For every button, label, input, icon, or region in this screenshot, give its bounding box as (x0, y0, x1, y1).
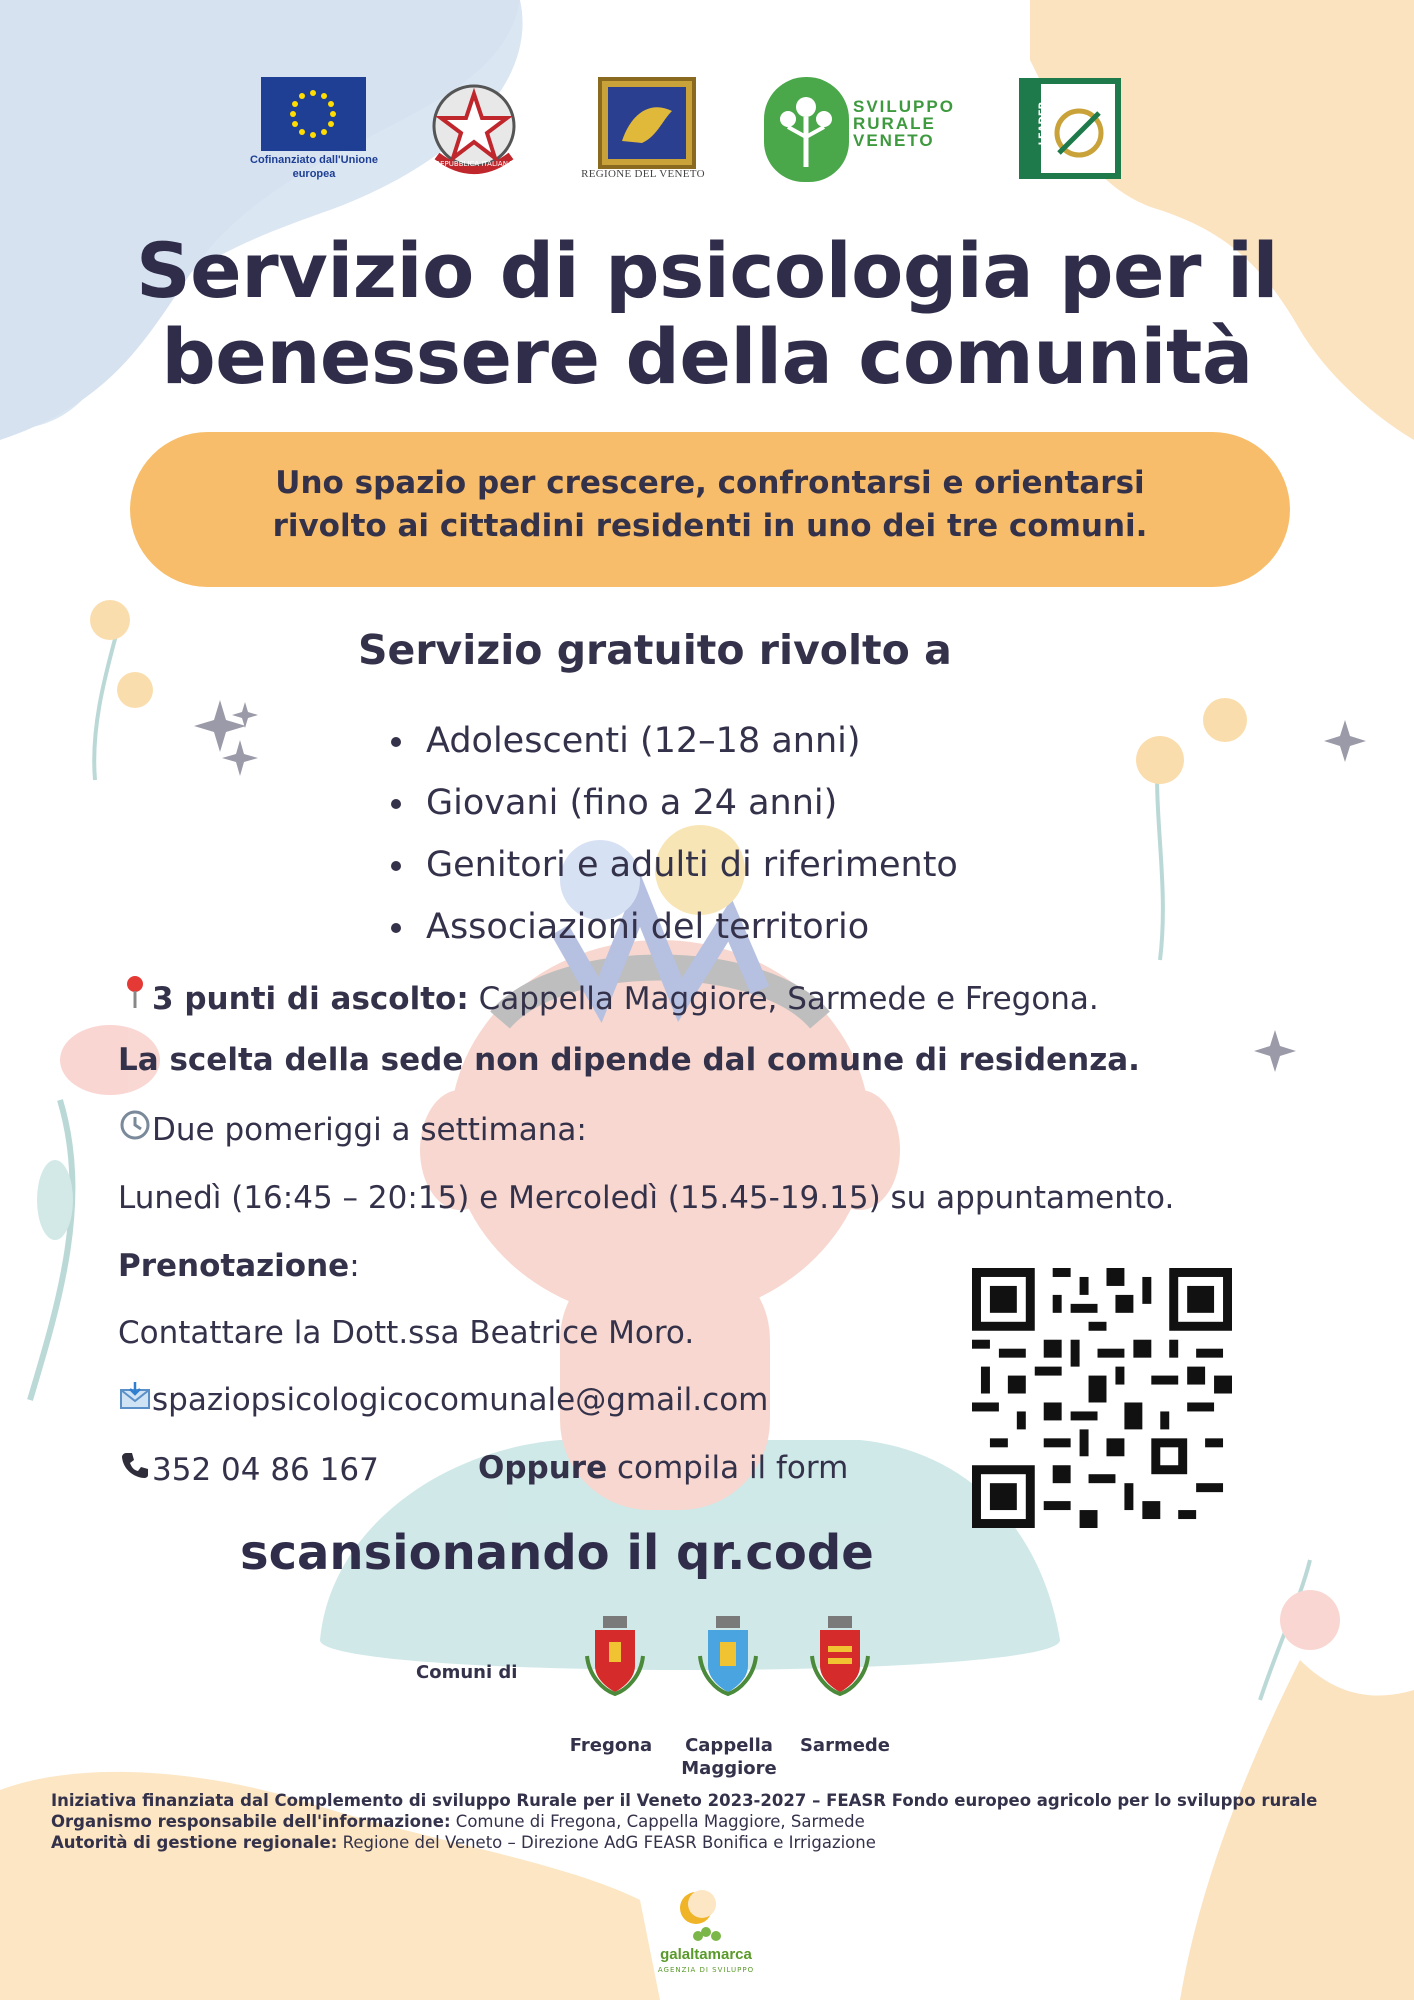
eu-flag-logo (261, 77, 366, 151)
gal-name: galaltamarca (660, 1946, 752, 1963)
target-list (380, 710, 958, 958)
clock-icon (118, 1110, 152, 1148)
banner-text (130, 462, 1290, 548)
booking-heading: Prenotazione: (118, 1248, 360, 1284)
eu-caption: Cofinanziato dall'Unione europea (250, 154, 378, 180)
leader-text: LEADER (1037, 101, 1049, 146)
schedule-detail: Lunedì (16:45 – 20:15) e Mercoledì (15.45-19.15) su appuntamento. (118, 1180, 1175, 1216)
listening-points: 3 punti di ascolto: Cappella Maggiore, Sarmede e Fregona. (118, 975, 1099, 1017)
schedule-intro: Due pomeriggi a settimana: (118, 1110, 587, 1148)
scan-qr-text: scansionando il qr.code (240, 1525, 874, 1581)
footer-credits (51, 1790, 1371, 1853)
target-heading: Servizio gratuito rivolto a (358, 626, 952, 674)
list-item: • Giovani (fino a 24 anni) (418, 772, 958, 834)
phone-line (118, 1450, 379, 1488)
banner-line-1: Uno spazio per crescere, confrontarsi e orientarsi (275, 465, 1145, 501)
comune-name-sarmede: Sarmede (799, 1735, 891, 1756)
list-item: • Adolescenti (12–18 anni) (418, 710, 958, 772)
map-pin-icon (118, 975, 152, 1017)
banner-line-2: rivolto ai cittadini residenti in uno dei tre comuni. (272, 508, 1148, 544)
footer-line-3: Autorità di gestione regionale: Regione del Veneto – Direzione AdG FEASR Bonifica e Irrigazione (51, 1833, 876, 1852)
gal-tagline: AGENZIA DI SVILUPPO (657, 1966, 755, 1974)
qr-code[interactable] (972, 1268, 1232, 1528)
page-title: Servizio di psicologia per il benessere della comunità (135, 226, 1279, 401)
leader-logo (1019, 78, 1121, 179)
italy-emblem-text: REPUBBLICA ITALIANA (435, 160, 513, 168)
envelope-icon (118, 1382, 152, 1418)
regione-veneto-shield (598, 77, 696, 169)
list-item: • Associazioni del territorio (418, 896, 958, 958)
comune-name-cappella-maggiore: Cappella Maggiore (681, 1735, 777, 1779)
sviluppo-rurale-text: SVILUPPO RURALE VENETO (853, 97, 955, 150)
list-item: • Genitori e adulti di riferimento (418, 834, 958, 896)
comuni-label: Comuni di (416, 1662, 518, 1683)
email-address[interactable]: spaziopsicologicocomunale@gmail.com (152, 1382, 769, 1418)
phone-icon (118, 1450, 152, 1488)
form-hint: Oppure compila il form (478, 1450, 849, 1486)
regione-veneto-caption: REGIONE DEL VENETO (581, 168, 705, 180)
comune-name-fregona: Fregona (569, 1735, 653, 1756)
choice-note: La scelta della sede non dipende dal comune di residenza. (118, 1042, 1140, 1078)
footer-line-1: Iniziativa finanziata dal Complemento di sviluppo Rurale per il Veneto 2023-2027 – FEASR Fondo europeo agricolo per lo sviluppo rurale (51, 1791, 1318, 1810)
footer-line-2: Organismo responsabile dell'informazione: Comune di Fregona, Cappella Maggiore, Sarmede (51, 1812, 865, 1831)
contact-person: Contattare la Dott.ssa Beatrice Moro. (118, 1315, 695, 1351)
email-line (118, 1382, 768, 1418)
phone-number[interactable]: 352 04 86 167 (152, 1452, 379, 1488)
fregona-crest (583, 1616, 647, 1698)
cappella-maggiore-crest (696, 1616, 760, 1698)
sarmede-crest (808, 1616, 872, 1698)
sviluppo-rurale-logo (764, 77, 849, 182)
